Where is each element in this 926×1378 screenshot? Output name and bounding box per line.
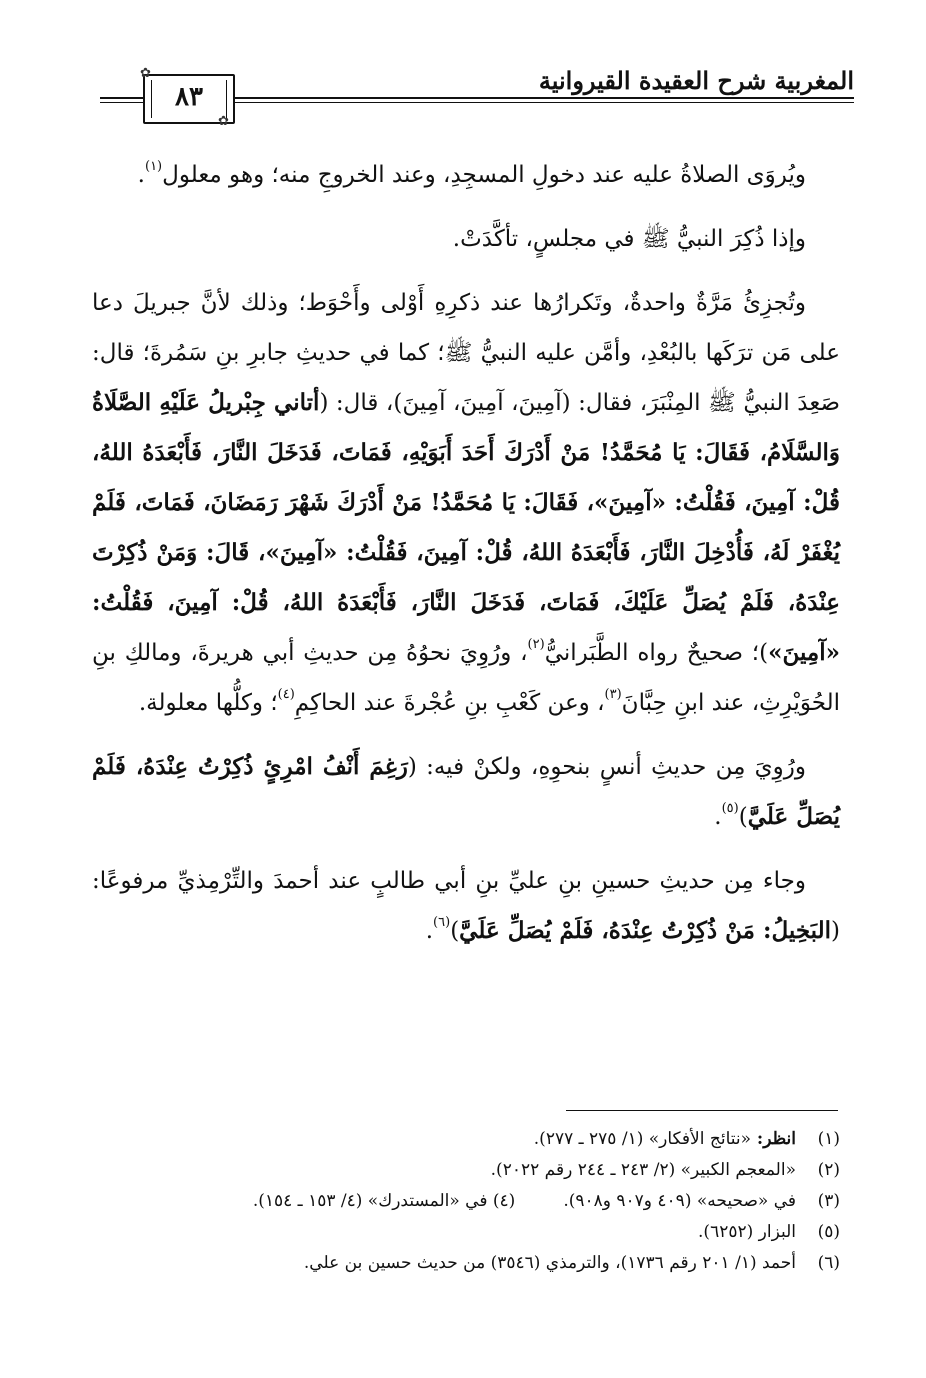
paragraph — [92, 742, 840, 842]
footnote-ref: (١) — [144, 159, 163, 174]
footnote-ref: (٦) — [433, 915, 451, 930]
text-run: وتُجزِئُ مَرَّةٌ واحدةٌ، وتَكرارُها عند ذكرِهِ أَوْلى وأَحْوَط؛ وذلك لأنَّ جبريلَ دعا على مَن ترَكَها بالبُعْدِ، وأمَّن عليه النبيُّ ﷺ؛ كما في حديثِ جابرِ بنِ سَمُرةَ؛ قال: صَعِدَ النبيُّ ﷺ المِنْبَرَ، فقال: (آمِينَ، آمِينَ، آمِينَ)، قال: ( — [92, 290, 840, 416]
text-run: )؛ صحيحٌ رواه الطَّبَرانيُّ — [544, 640, 769, 666]
footnote-number: (٣) — [817, 1191, 840, 1211]
paragraph — [92, 278, 840, 728]
footnote-number: (١) — [817, 1129, 840, 1149]
running-header — [0, 0, 926, 130]
footnote — [92, 1155, 840, 1186]
paragraph — [92, 150, 840, 200]
footnote — [92, 1186, 840, 1217]
footnote-ref: (٣) — [604, 687, 622, 702]
footnote-ref: (٢) — [527, 637, 545, 652]
text-run: وإذا ذُكِرَ النبيُّ ﷺ في مجلسٍ، تأكَّدَتْ. — [452, 226, 806, 252]
footnote-text: «نتائج الأفكار» (١/ ٢٧٥ ـ ٢٧٧). — [533, 1129, 752, 1149]
text-run: ، ورُوِيَ نحوُهُ مِن حديثِ أبي هريرةَ، ومالكِ بنِ الحُوَيْرِثِ، عند ابنِ حِبَّانَ — [92, 640, 840, 716]
footnote-ref: (٥) — [721, 801, 739, 816]
footnote — [92, 1124, 840, 1155]
book-title: المغربية شرح العقيدة القيروانية — [538, 66, 854, 95]
hadith-text: البَخِيلُ: مَنْ ذُكِرْتُ عِنْدَهُ، فَلَمْ يُصَلِّ عَلَيَّ — [459, 917, 832, 944]
text-run: ويُروَى الصلاةُ عليه عند دخولِ المسجِدِ، وعند الخروجِ منه؛ وهو معلول — [162, 162, 806, 188]
main-text — [92, 150, 840, 970]
footnote-ref: (٤) — [277, 687, 295, 702]
hadith-text: رَغِمَ أَنْفُ امْرِئٍ ذُكِرْتُ عِنْدَهُ، فَلَمْ يُصَلِّ عَلَيَّ — [92, 753, 840, 830]
text-run: ؛ وكلُّها معلولة. — [138, 690, 278, 716]
text-run: وجاء مِن حديثِ حسينِ بنِ عليِّ بنِ أبي طالبٍ عند أحمدَ والتِّرْمِذيِّ مرفوعًا: ( — [92, 868, 840, 944]
paragraph — [92, 856, 840, 956]
text-run: ) — [738, 804, 748, 830]
page-number: ٨٣ — [175, 82, 203, 112]
footnote-number: (٢) — [817, 1160, 840, 1180]
footnote-number: (٦) — [817, 1253, 840, 1273]
header-rule-bottom — [232, 102, 854, 103]
paragraph — [92, 214, 840, 264]
text-run: ورُوِيَ مِن حديثِ أنسٍ بنحوِهِ، ولكنْ فيه: ( — [407, 754, 806, 780]
footnote-text: البزار (٦٢٥٢). — [698, 1222, 796, 1242]
footnote-text: في «صحيحه» (٤٠٩ و٩٠٧ و٩٠٨). — [563, 1191, 796, 1211]
footnote-separator — [566, 1110, 838, 1111]
text-run: ) — [450, 918, 460, 944]
footnote-number: (٥) — [817, 1222, 840, 1242]
ornament-icon: ✿ — [218, 114, 229, 129]
footnote-text: في «المستدرك» (٤/ ١٥٣ ـ ١٥٤). — [252, 1191, 488, 1211]
header-rule-left-bottom — [100, 102, 143, 103]
text-run: . — [137, 162, 145, 188]
text-run: ، وعن كَعْبِ بنِ عُجْرةَ عند الحاكِمِ — [294, 690, 605, 716]
header-rule-top — [232, 97, 854, 99]
hadith-text: أتاني جِبْريلُ عَلَيْهِ الصَّلَاةُ وَالسَّلَامُ، فَقَالَ: يَا مُحَمَّدُ! مَنْ أَدْرَكَ أَحَدَ أَبَوَيْهِ، فَمَاتَ، فَدَخَلَ النَّارَ، فَأَبْعَدَهُ اللهُ، قُلْ: آمِينَ، فَقُلْتُ: «آمِينَ»، فَقَالَ: يَا مُحَمَّدُ! مَنْ أَدْرَكَ شَهْرَ رَمَضَانَ، فَمَاتَ، فَلَمْ يُغْفَرْ لَهُ، فَأُدْخِلَ النَّارَ، فَأَبْعَدَهُ اللهُ، قُلْ: آمِينَ، فَقُلْتُ: «آمِينَ»، قَالَ: وَمَنْ ذُكِرْتَ عِنْدَهُ، فَلَمْ يُصَلِّ عَلَيْكَ، فَمَاتَ، فَدَخَلَ النَّارَ، فَأَبْعَدَهُ اللهُ، قُلْ: آمِينَ، فَقُلْتُ: «آمِينَ» — [92, 389, 840, 666]
footnote-text: «المعجم الكبير» (٢/ ٢٤٣ ـ ٢٤٤ رقم ٢٠٢٢). — [490, 1160, 796, 1180]
footnote-number: (٤) — [487, 1191, 516, 1211]
footnote — [92, 1248, 840, 1279]
footnote — [92, 1217, 840, 1248]
footnote-lead: انظر: — [751, 1129, 796, 1149]
text-run: . — [714, 804, 722, 830]
footnote-text: أحمد (١/ ٢٠١ رقم ١٧٣٦)، والترمذي (٣٥٤٦) من حديث حسين بن علي. — [303, 1253, 796, 1273]
ornament-icon: ✿ — [140, 66, 151, 81]
header-rule-left — [100, 97, 143, 99]
footnotes — [92, 1124, 840, 1279]
text-run: . — [425, 918, 434, 944]
